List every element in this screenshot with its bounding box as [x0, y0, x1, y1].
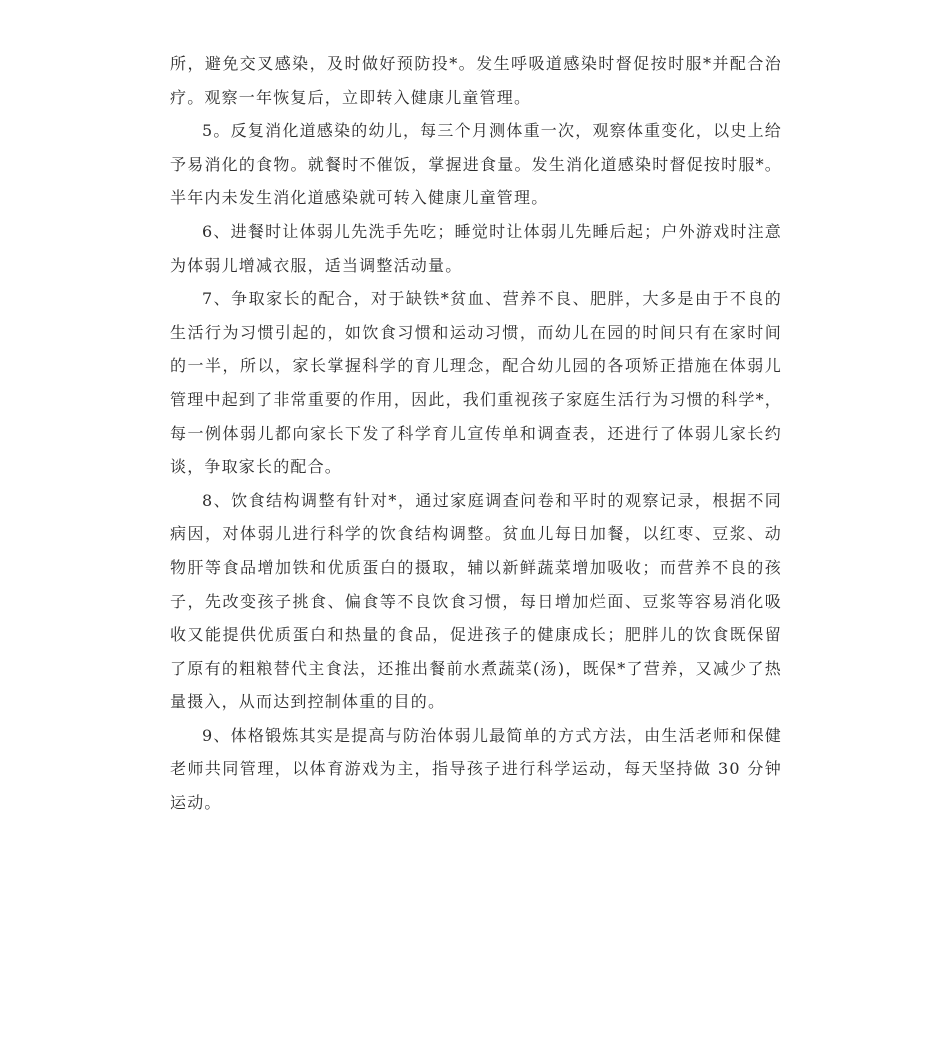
paragraph-item-6: 6、进餐时让体弱儿先洗手先吃；睡觉时让体弱儿先睡后起；户外游戏时注意为体弱儿增减衣服，适当调整活动量。 — [170, 221, 782, 275]
paragraph-item-8: 8、饮食结构调整有针对*，通过家庭调查问卷和平时的观察记录，根据不同病因，对体弱儿进行科学的饮食结构调整。贫血儿每日加餐，以红枣、豆浆、动物肝等食品增加铁和优质蛋白的摄取，辅以新鲜蔬菜增加吸收；而营养不良的孩子，先改变孩子挑食、偏食等不良饮食习惯，每日增加烂面、豆浆等容易消化吸收又能提供优质蛋白和热量的食品，促进孩子的健康成长；肥胖儿的饮食既保留了原有的粗粮替代主食法，还推出餐前水煮蔬菜(汤)，既保*了营养，又减少了热量摄入，从而达到控制体重的目的。 — [170, 490, 782, 712]
paragraph-item-7: 7、争取家长的配合，对于缺铁*贫血、营养不良、肥胖，大多是由于不良的生活行为习惯引起的，如饮食习惯和运动习惯，而幼儿在园的时间只有在家时间的一半，所以，家长掌握科学的育儿理念，配合幼儿园的各项矫正措施在体弱儿管理中起到了非常重要的作用，因此，我们重视孩子家庭生活行为习惯的科学*，每一例体弱儿都向家长下发了科学育儿宣传单和调查表，还进行了体弱儿家长约谈，争取家长的配合。 — [170, 289, 782, 477]
paragraph-item-5: 5。反复消化道感染的幼儿，每三个月测体重一次，观察体重变化，以史上给予易消化的食物。就餐时不催饭，掌握进食量。发生消化道感染时督促按时服*。半年内未发生消化道感染就可转入健康儿童管理。 — [170, 121, 782, 208]
paragraph-item-9: 9、体格锻炼其实是提高与防治体弱儿最简单的方式方法，由生活老师和保健老师共同管理，以体育游戏为主，指导孩子进行科学运动，每天坚持做 30 分钟运动。 — [170, 725, 782, 813]
paragraph-continuation: 所，避免交叉感染，及时做好预防投*。发生呼吸道感染时督促按时服*并配合治疗。观察一年恢复后，立即转入健康儿童管理。 — [170, 54, 782, 107]
document-page — [170, 47, 782, 820]
